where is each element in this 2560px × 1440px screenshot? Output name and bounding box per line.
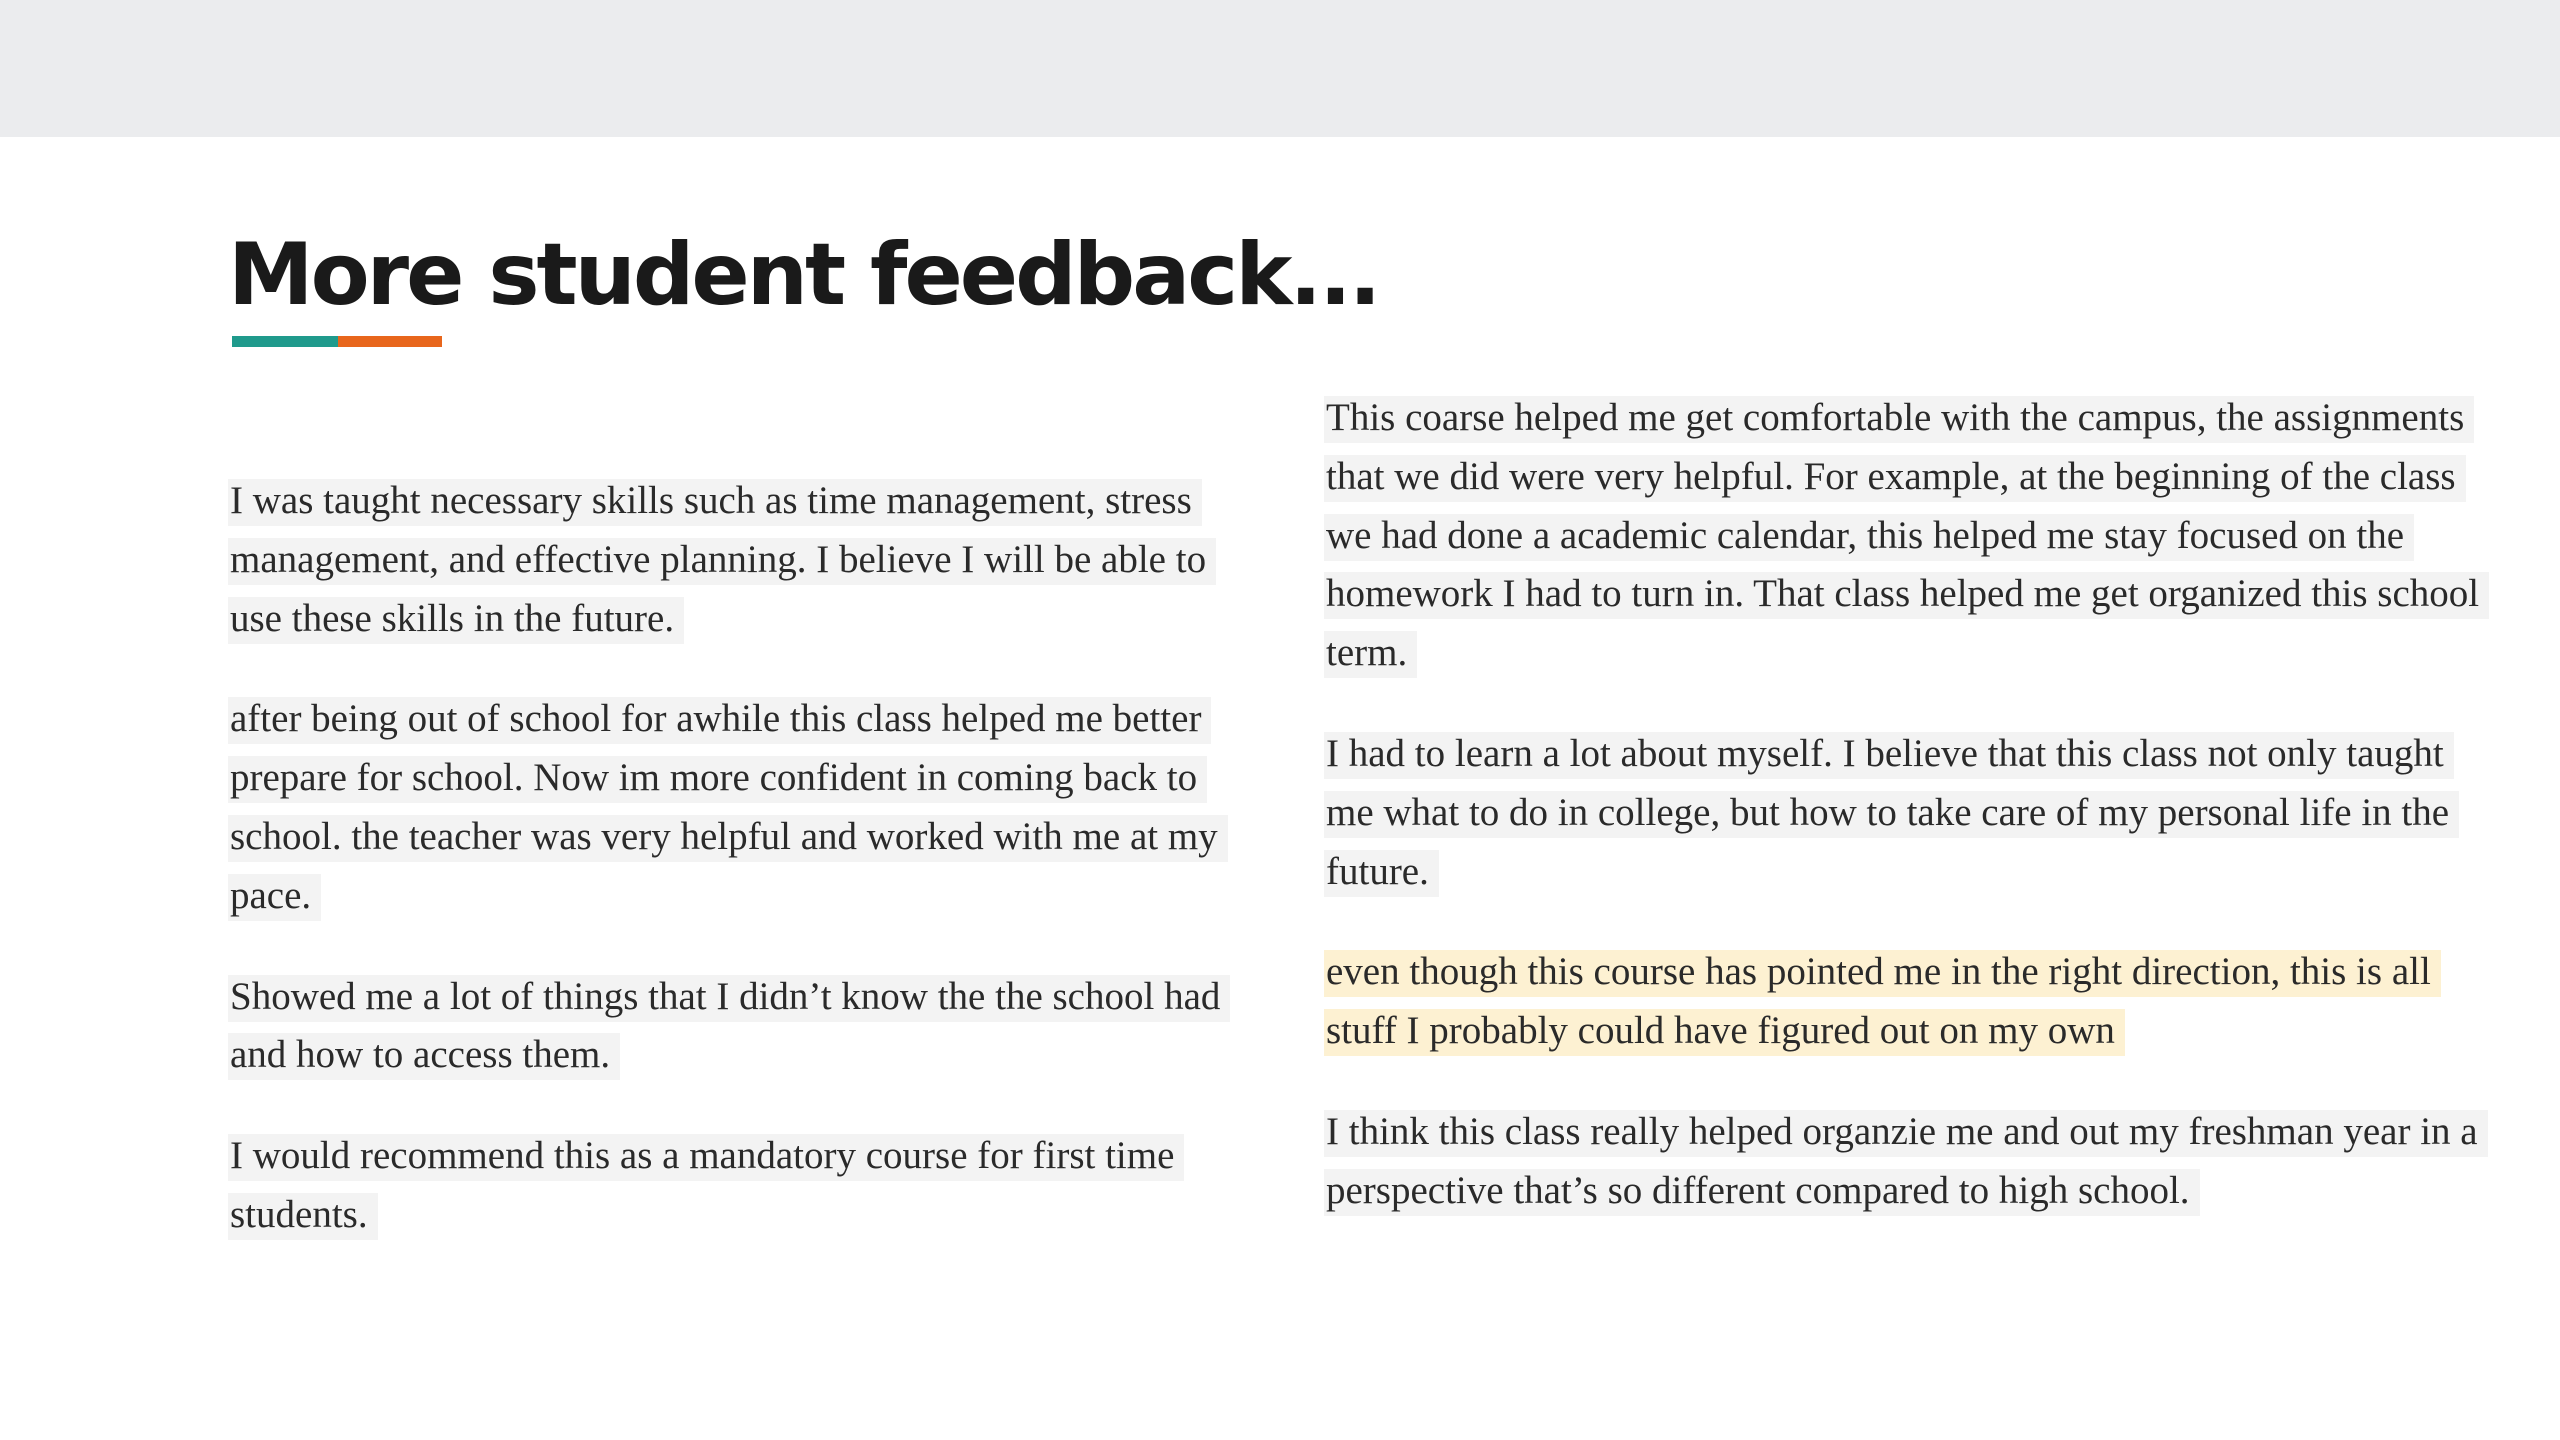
feedback-quote: after being out of school for awhile this class helped me better prepare for school. Now im more confident in coming back to school. the teacher was very helpful and worked with me at my pace. [228, 690, 1238, 925]
feedback-quote: I was taught necessary skills such as time management, stress management, and effective planning. I believe I will be able to use these skills in the future. [228, 472, 1238, 648]
feedback-quote: Showed me a lot of things that I didn’t know the the school had and how to access them. [228, 968, 1238, 1086]
feedback-quote: I would recommend this as a mandatory course for first time students. [228, 1127, 1238, 1245]
title-underline-orange-segment [338, 336, 442, 347]
top-bar [0, 0, 2560, 137]
slide-title: More student feedback... [228, 225, 1379, 325]
feedback-column-right [1324, 389, 2484, 1263]
feedback-quote: I think this class really helped organzie me and out my freshman year in a perspective that’s so different compared to high school. [1324, 1103, 2484, 1221]
title-underline-teal-segment [232, 336, 338, 347]
feedback-quote: This coarse helped me get comfortable with the campus, the assignments that we did were very helpful. For example, at the beginning of the class we had done a academic calendar, this helped me stay focused on the homework I had to turn in. That class helped me get organized this school term. [1324, 389, 2484, 683]
feedback-column-left [228, 472, 1238, 1287]
slide-canvas [0, 137, 2560, 1440]
title-underline [232, 336, 442, 347]
feedback-quote-highlighted: even though this course has pointed me in the right direction, this is all stuff I probably could have figured out on my own [1324, 943, 2484, 1061]
feedback-quote: I had to learn a lot about myself. I believe that this class not only taught me what to do in college, but how to take care of my personal life in the future. [1324, 725, 2484, 901]
